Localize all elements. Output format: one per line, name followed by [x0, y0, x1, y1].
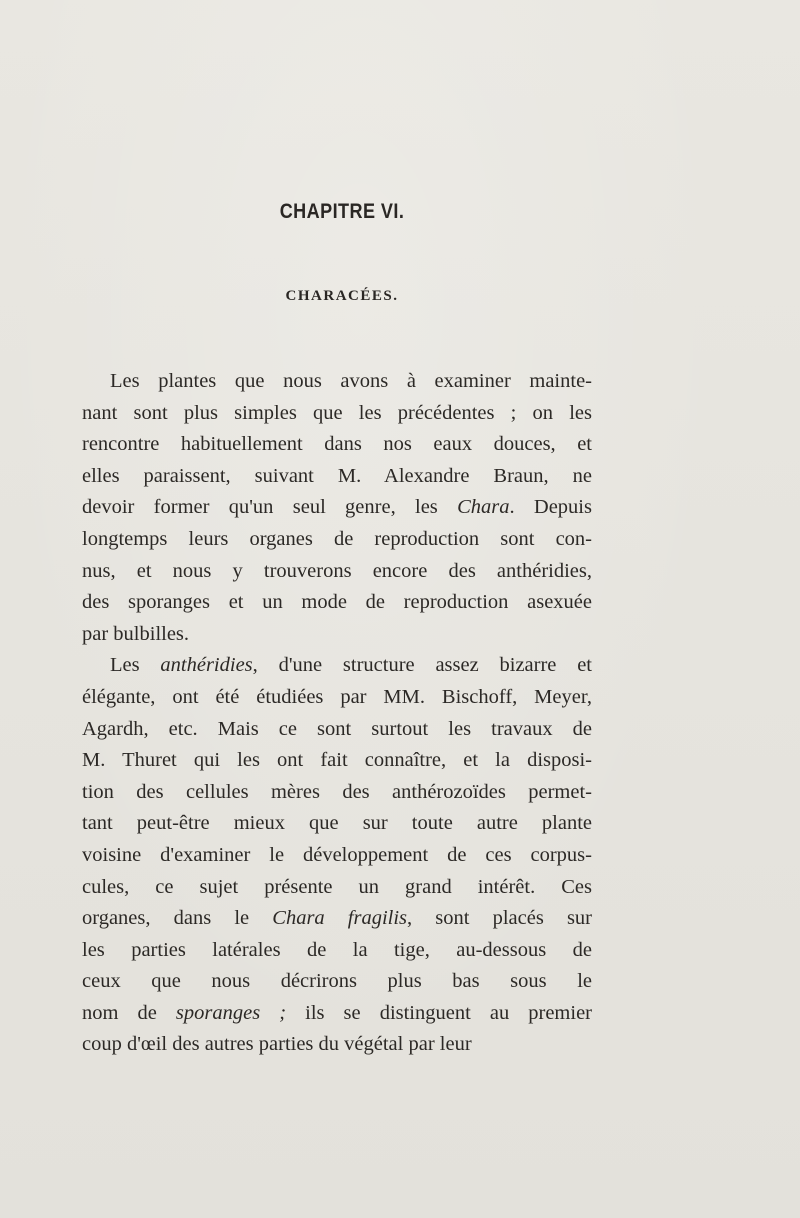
text-line: elles paraissent, suivant M. Alexandre Braun, ne — [82, 464, 592, 487]
text-line: ceux que nous décrirons plus bas sous le — [82, 970, 592, 993]
chapter-title: CHAPITRE VI. — [279, 200, 405, 223]
text-line: voisine d'examiner le développement de ces corpus- — [82, 843, 592, 866]
text-line: Agardh, etc. Mais ce sont surtout les travaux de — [82, 717, 592, 740]
text-line: coup d'œil des autres parties du végétal par leur — [82, 1033, 472, 1056]
text-line: organes, dans le Chara fragilis, sont placés sur — [82, 907, 593, 930]
text-line: tant peut-être mieux que sur toute autre plante — [82, 812, 592, 835]
section-title: CHARACÉES. — [285, 288, 399, 304]
text-line: devoir former qu'un seul genre, les Chara. Depuis — [82, 496, 592, 519]
text-line: par bulbilles. — [82, 622, 190, 645]
text-line: nus, et nous y trouverons encore des anthéridies, — [82, 559, 592, 582]
text-line: tion des cellules mères des anthérozoïdes permet- — [82, 780, 592, 803]
text-line: M. Thuret qui les ont fait connaître, et la disposi- — [82, 749, 592, 772]
text-line: nom de sporanges ; ils se distinguent au premier — [82, 1001, 592, 1024]
text-line: longtemps leurs organes de reproduction sont con- — [82, 527, 592, 550]
paragraph — [82, 366, 592, 650]
text-line: des sporanges et un mode de reproduction asexuée — [82, 591, 592, 614]
paragraph — [82, 650, 592, 1061]
text-line: nant sont plus simples que les précédentes ; on les — [82, 401, 592, 424]
text-line: rencontre habituellement dans nos eaux douces, et — [82, 433, 592, 456]
text-line: Les anthéridies, d'une structure assez bizarre et — [110, 654, 592, 677]
text-line: Les plantes que nous avons à examiner mainte- — [110, 370, 592, 392]
text-line: élégante, ont été étudiées par MM. Bischoff, Meyer, — [82, 685, 592, 708]
text-line: les parties latérales de la tige, au-dessous de — [82, 938, 592, 961]
text-line: cules, ce sujet présente un grand intérêt. Ces — [82, 875, 592, 898]
body-text — [82, 366, 592, 1061]
